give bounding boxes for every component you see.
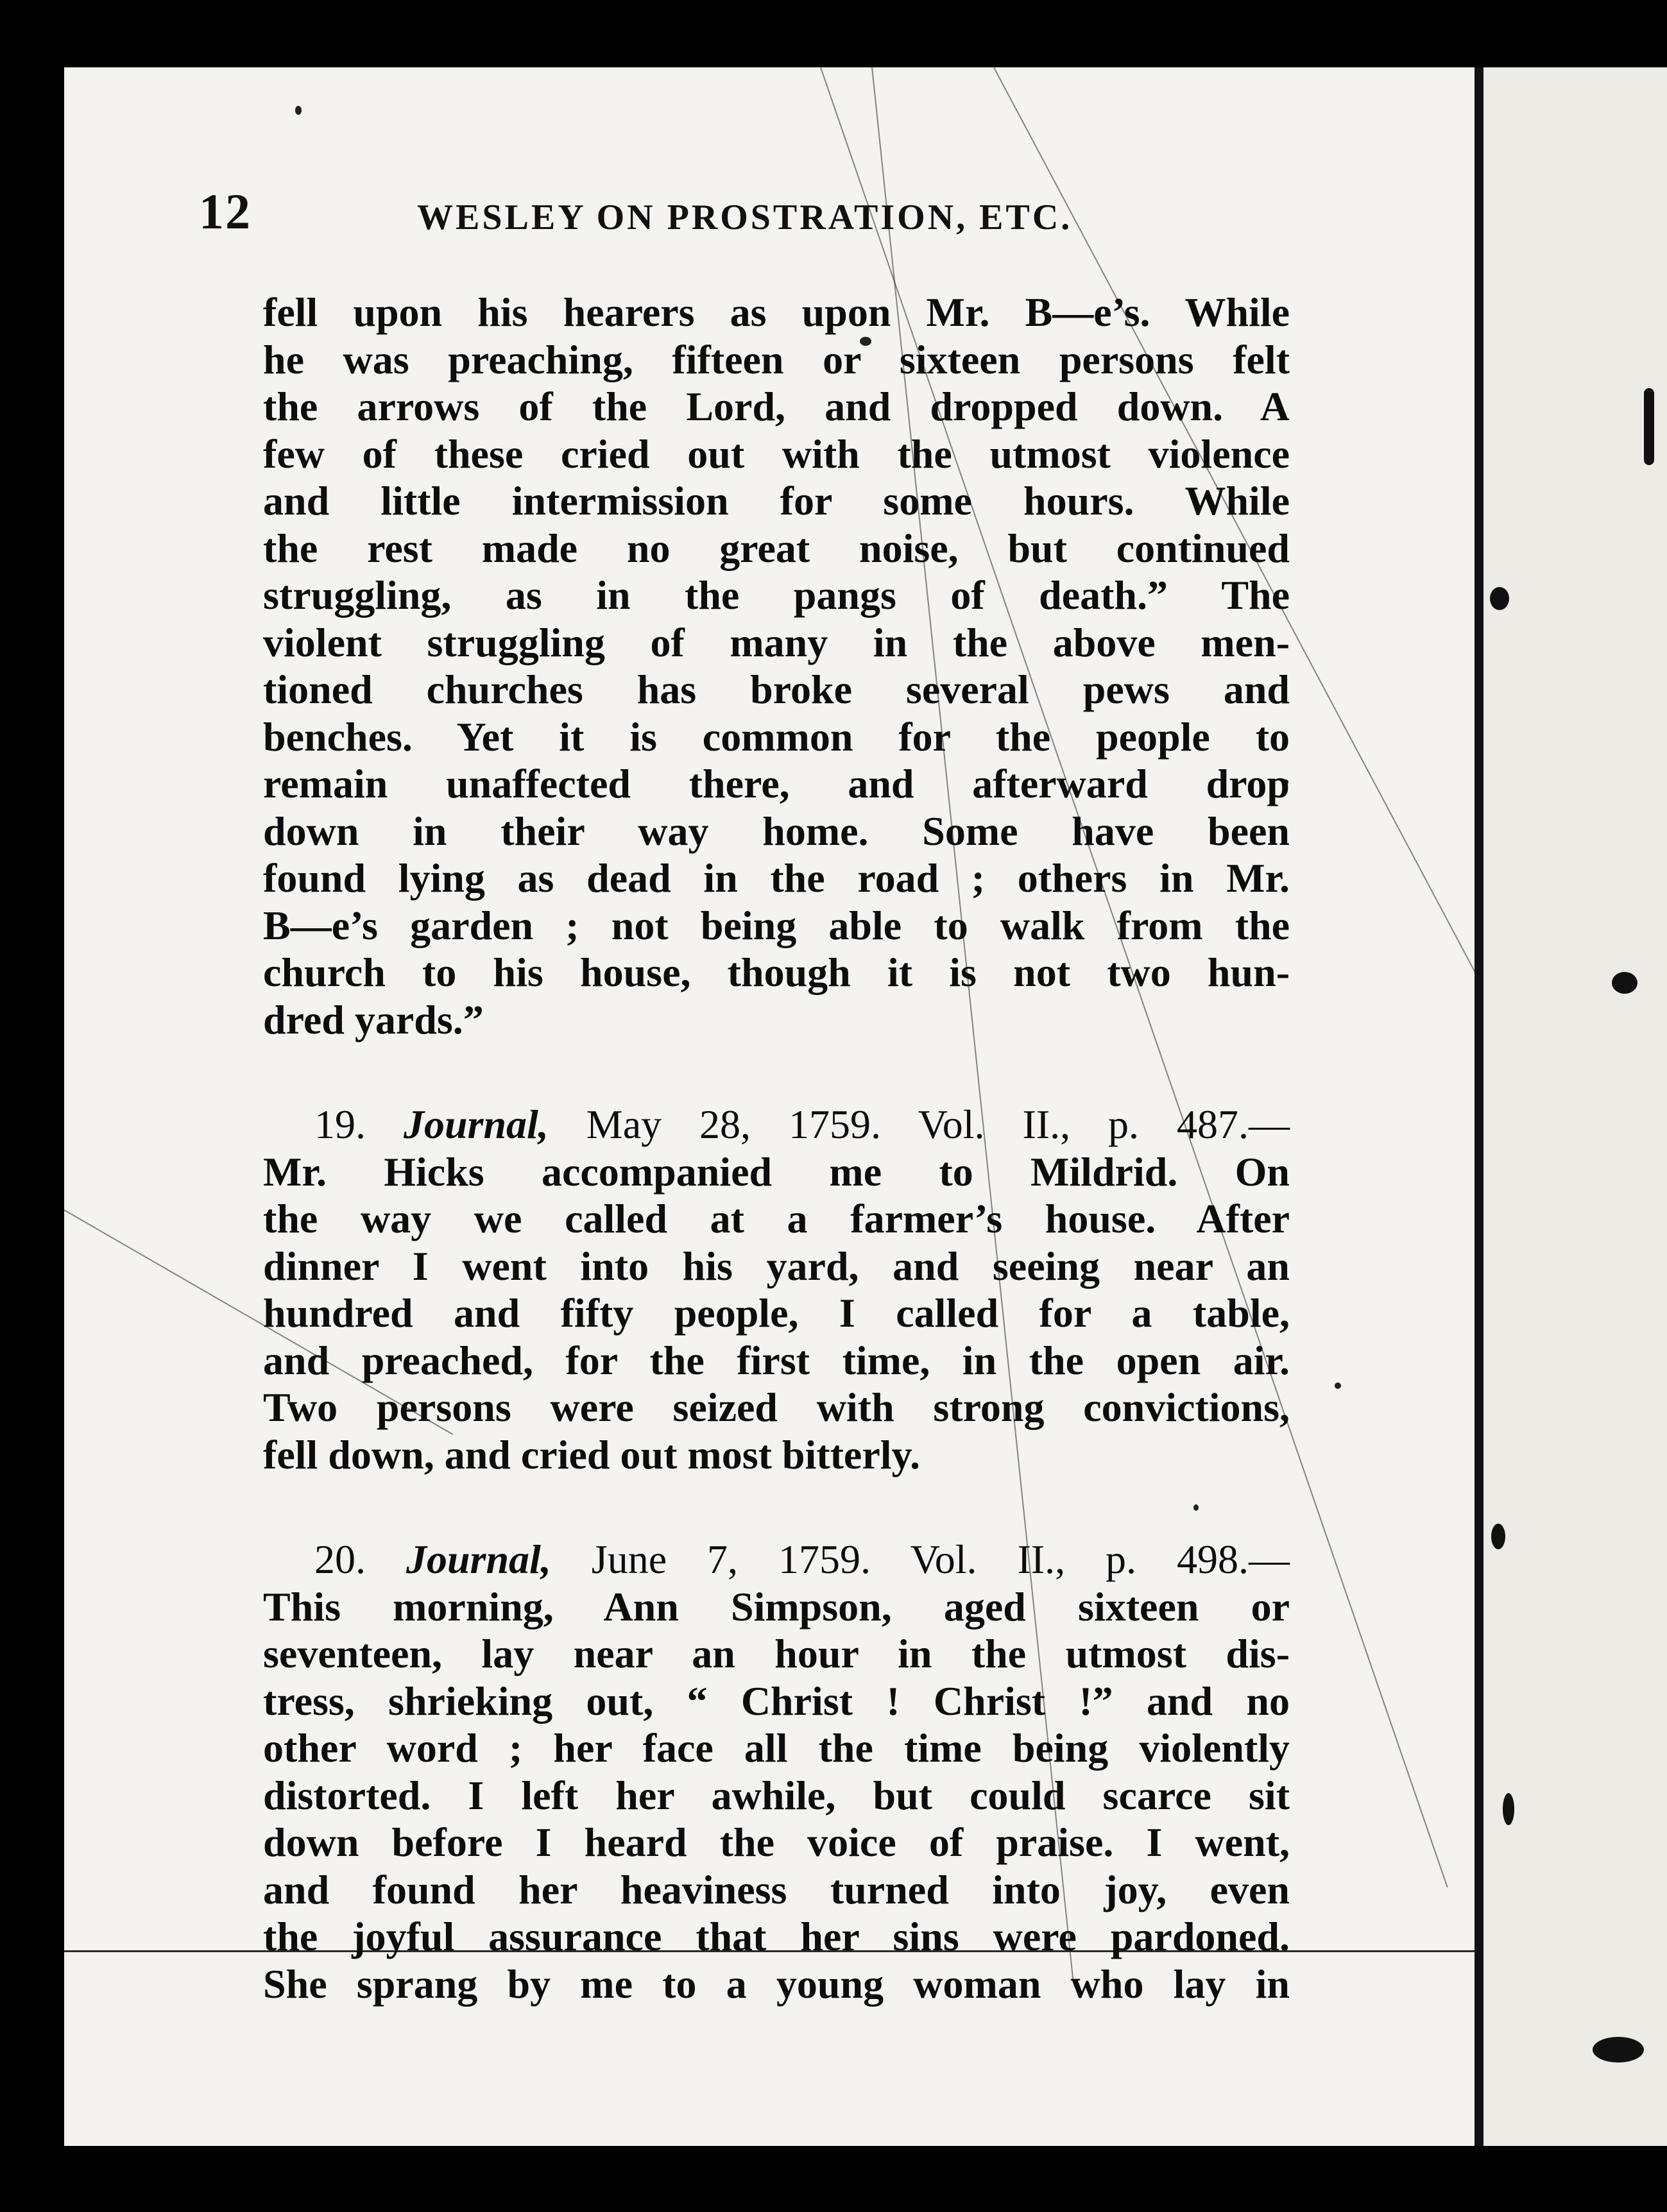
dust-speck <box>295 106 302 115</box>
text-line: fell upon his hearers as upon Mr. B—e’s. While <box>263 289 1290 335</box>
text-line: the rest made no great noise, but continued <box>263 525 1290 571</box>
text-line: and little intermission for some hours. While <box>263 478 1290 523</box>
text-line: tioned churches has broke several pews and <box>263 667 1290 712</box>
paragraph-heading <box>263 1536 1290 1583</box>
text-line: seventeen, lay near an hour in the utmost dis- <box>263 1631 1290 1676</box>
dust-speck <box>1335 1382 1341 1389</box>
text-line: violent struggling of many in the above men- <box>263 619 1290 665</box>
text-line: dred yards.” <box>263 996 484 1042</box>
binding-mark <box>1491 1524 1505 1549</box>
paragraph-continuation <box>263 289 1290 1043</box>
text-line: hundred and fifty people, I called for a table, <box>263 1290 1290 1336</box>
body-text <box>263 289 1290 2007</box>
letter-fragment <box>1644 388 1654 465</box>
paragraph-number: 19. <box>314 1102 366 1147</box>
paragraph-number: 20. <box>314 1536 366 1582</box>
paragraph-19 <box>263 1101 1290 1478</box>
adjacent-page-edge <box>1483 67 1667 2146</box>
text-line: down in their way home. Some have been <box>263 808 1290 854</box>
journal-title: Journal, <box>406 1536 551 1582</box>
text-line: the way we called at a farmer’s house. After <box>263 1196 1290 1241</box>
text-line: benches. Yet it is common for the people to <box>263 713 1290 760</box>
text-line: he was preaching, fifteen or sixteen persons felt <box>263 336 1290 382</box>
text-line: Mr. Hicks accompanied me to Mildrid. On <box>263 1148 1290 1195</box>
text-line: church to his house, though it is not two hun- <box>263 949 1290 995</box>
text-line: remain unaffected there, and afterward drop <box>263 761 1290 806</box>
text-line: fell down, and cried out most bitterly. <box>263 1431 920 1477</box>
text-line: few of these cried out with the utmost violence <box>263 430 1290 477</box>
journal-reference: May 28, 1759. Vol. II., p. 487.— <box>586 1102 1290 1147</box>
text-line: found lying as dead in the road ; others in Mr. <box>263 855 1290 901</box>
page-gutter-edge <box>1475 67 1483 2146</box>
text-line: tress, shrieking out, “ Christ ! Christ !” and no <box>263 1678 1290 1724</box>
paragraph-heading <box>263 1101 1290 1148</box>
text-line: dinner I went into his yard, and seeing near an <box>263 1243 1290 1289</box>
binding-mark <box>1503 1793 1514 1825</box>
paragraph-body <box>263 1583 1290 2008</box>
text-line: and found her heaviness turned into joy, even <box>263 1866 1290 1912</box>
ink-blot <box>1612 972 1637 994</box>
text-line: the arrows of the Lord, and dropped down. A <box>263 384 1290 429</box>
text-line: Two persons were seized with strong convictions, <box>263 1384 1290 1430</box>
text-line: and preached, for the first time, in the open air. <box>263 1337 1290 1383</box>
paragraph-20 <box>263 1536 1290 2007</box>
paragraph-body <box>263 1148 1290 1479</box>
binding-mark <box>1490 587 1509 610</box>
journal-title: Journal, <box>403 1102 549 1147</box>
journal-reference: June 7, 1759. Vol. II., p. 498.— <box>591 1536 1290 1582</box>
text-line: other word ; her face all the time being violently <box>263 1725 1290 1771</box>
text-line: down before I heard the voice of praise. I went, <box>263 1819 1290 1865</box>
text-line: This morning, Ann Simpson, aged sixteen or <box>263 1583 1290 1629</box>
text-line: B—e’s garden ; not being able to walk from the <box>263 902 1290 948</box>
text-line: struggling, as in the pangs of death.” The <box>263 572 1290 618</box>
text-line: distorted. I left her awhile, but could scarce sit <box>263 1772 1290 1818</box>
ink-blot <box>1593 2037 1644 2063</box>
running-head: WESLEY ON PROSTRATION, ETC. <box>417 198 1073 237</box>
page-header <box>199 183 1290 241</box>
text-line: the joyful assurance that her sins were pardoned. <box>263 1914 1290 1959</box>
page-number: 12 <box>199 183 252 239</box>
text-line: She sprang by me to a young woman who lay in <box>263 1961 1290 2007</box>
